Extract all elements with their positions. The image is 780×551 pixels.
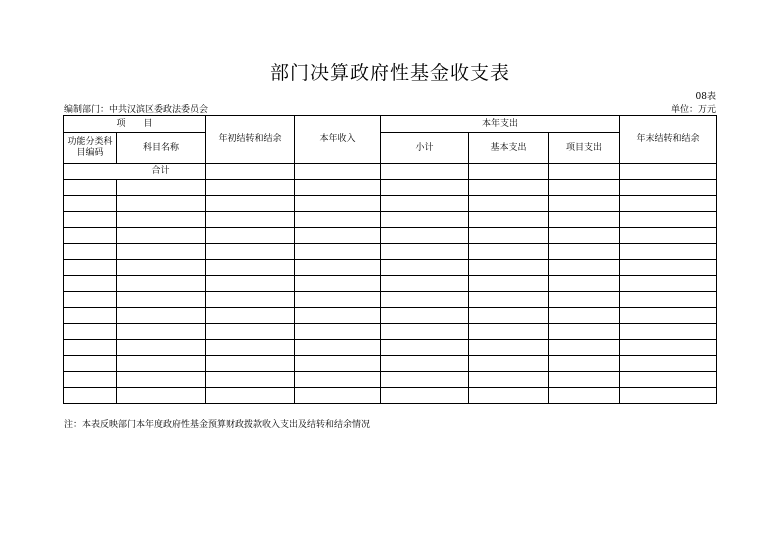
table-cell [381,260,469,276]
table-cell [620,372,717,388]
header-code: 功能分类科目编码 [64,133,117,164]
table-cell [295,244,381,260]
header-name: 科目名称 [117,133,206,164]
table-cell [64,260,117,276]
table-cell [64,196,117,212]
table-row [64,308,717,324]
table-cell [117,212,206,228]
table-cell [549,388,620,404]
table-cell [295,276,381,292]
total-label [64,164,206,180]
total-cell [206,164,295,180]
table-cell [469,340,549,356]
header-basic: 基本支出 [469,133,549,164]
table-row [64,260,717,276]
table-cell [620,212,717,228]
table-cell [206,372,295,388]
table-cell [206,292,295,308]
table-cell [206,196,295,212]
table-cell [549,292,620,308]
table-cell [549,324,620,340]
table-cell [381,276,469,292]
header-subtotal: 小计 [381,133,469,164]
table-cell [381,196,469,212]
table-row [64,180,717,196]
table-cell [381,324,469,340]
table-cell [295,196,381,212]
table-cell [295,212,381,228]
table-cell [295,388,381,404]
table-cell [117,340,206,356]
table-cell [381,372,469,388]
header-income: 本年收入 [295,116,381,164]
form-number: 08表 [695,92,716,102]
table-cell [469,276,549,292]
table-cell [469,196,549,212]
table-cell [620,324,717,340]
table-cell [549,356,620,372]
header-end-balance: 年末结转和结余 [620,116,717,164]
table-cell [117,196,206,212]
table-cell [206,228,295,244]
table-cell [620,388,717,404]
table-cell [381,340,469,356]
table-cell [64,212,117,228]
table-cell [469,212,549,228]
table-row [64,244,717,260]
table-row [64,356,717,372]
table-cell [206,180,295,196]
table-row [64,276,717,292]
table-cell [295,356,381,372]
table-cell [549,212,620,228]
table-cell [381,228,469,244]
table-cell [64,180,117,196]
table-cell [117,180,206,196]
table-cell [469,308,549,324]
header-row-2 [64,133,717,164]
table-row [64,228,717,244]
header-expense: 本年支出 [381,116,620,133]
table-cell [469,244,549,260]
table-row [64,324,717,340]
page-title: 部门决算政府性基金收支表 [269,62,510,84]
table-cell [381,212,469,228]
table-cell [549,228,620,244]
table-cell [620,308,717,324]
table-row [64,372,717,388]
table-cell [469,356,549,372]
footnote: 注：本表反映部门本年度政府性基金预算财政拨款收入支出及结转和结余情况 [64,420,371,430]
table-cell [117,244,206,260]
table-body [64,116,717,404]
fund-table [63,115,717,404]
table-cell [620,228,717,244]
table-cell [620,292,717,308]
table-cell [620,260,717,276]
table-cell [620,196,717,212]
table-cell [469,324,549,340]
table-cell [381,180,469,196]
table-row [64,388,717,404]
total-row [64,164,717,180]
total-label-text: 合计 [151,166,170,176]
table-cell [549,260,620,276]
total-cell [295,164,381,180]
table-cell [549,180,620,196]
table-cell [620,244,717,260]
table-cell [117,276,206,292]
table-cell [64,388,117,404]
table-cell [381,292,469,308]
table-cell [295,324,381,340]
table-cell [117,324,206,340]
table-row [64,340,717,356]
table-cell [295,228,381,244]
table-cell [469,260,549,276]
table-cell [381,388,469,404]
table-cell [620,276,717,292]
total-cell [620,164,717,180]
table-cell [549,244,620,260]
table-cell [620,340,717,356]
table-cell [64,228,117,244]
table-cell [117,388,206,404]
table-cell [64,276,117,292]
department-label: 编制部门：中共汉滨区委政法委员会 [64,105,209,115]
table-cell [381,356,469,372]
table-cell [64,340,117,356]
table-cell [64,324,117,340]
table-row [64,196,717,212]
header-row-1 [64,116,717,133]
table-cell [117,228,206,244]
table-cell [206,244,295,260]
table-cell [206,212,295,228]
table-cell [620,356,717,372]
table-cell [206,356,295,372]
header-item: 项 目 [64,116,206,133]
table-cell [64,356,117,372]
table-cell [295,180,381,196]
table-cell [549,372,620,388]
table-cell [295,260,381,276]
table-cell [469,228,549,244]
total-cell [469,164,549,180]
table-cell [64,292,117,308]
table-cell [381,244,469,260]
unit-label: 单位：万元 [670,105,716,115]
table-cell [64,244,117,260]
table-cell [206,388,295,404]
table-cell [64,372,117,388]
table-cell [64,308,117,324]
table-cell [206,260,295,276]
table-cell [469,388,549,404]
table-cell [549,308,620,324]
total-cell [381,164,469,180]
table-cell [295,340,381,356]
total-cell [549,164,620,180]
table-cell [295,308,381,324]
table-cell [117,372,206,388]
table-cell [206,276,295,292]
table-cell [549,196,620,212]
table-cell [549,340,620,356]
table-cell [117,260,206,276]
table-row [64,292,717,308]
table-cell [469,292,549,308]
table-cell [206,340,295,356]
table-cell [549,276,620,292]
table-cell [381,308,469,324]
table-cell [117,308,206,324]
table-cell [469,180,549,196]
table-cell [295,372,381,388]
table-cell [117,356,206,372]
table-cell [117,292,206,308]
table-row [64,212,717,228]
table-cell [206,308,295,324]
table-cell [620,180,717,196]
header-begin-balance: 年初结转和结余 [206,116,295,164]
table-cell [295,292,381,308]
table-cell [206,324,295,340]
table-cell [469,372,549,388]
header-project: 项目支出 [549,133,620,164]
